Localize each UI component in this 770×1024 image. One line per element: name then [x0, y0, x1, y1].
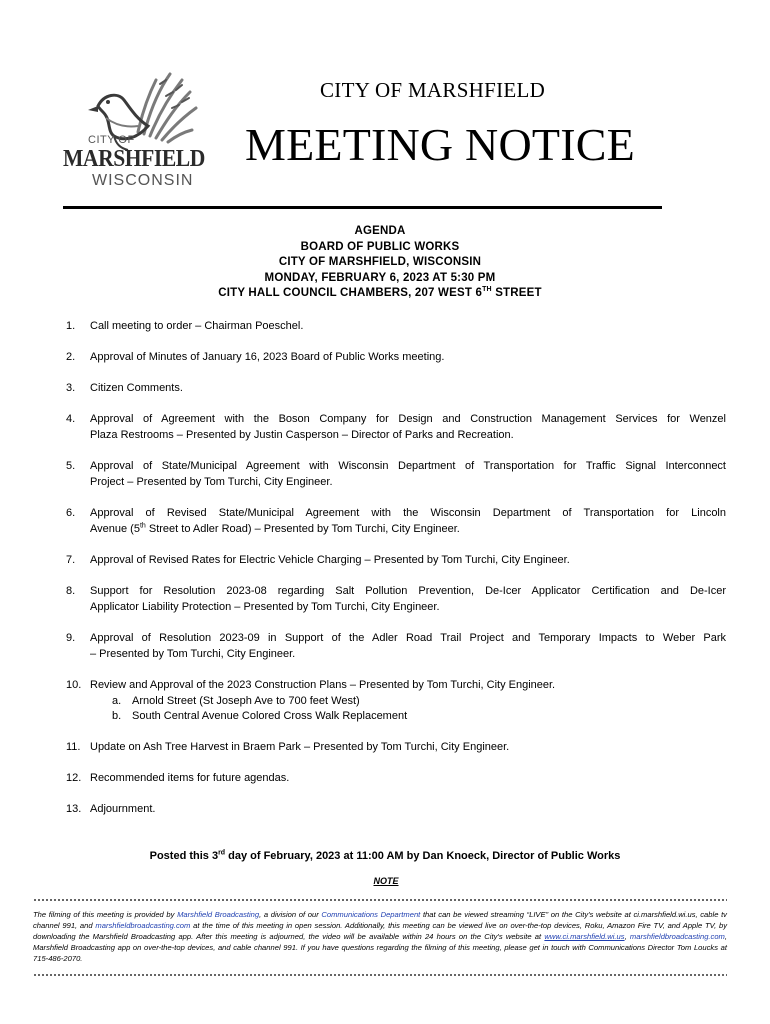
city-state: CITY OF MARSHFIELD, WISCONSIN [278, 256, 482, 268]
communications-department-link[interactable]: Communications Department [321, 910, 421, 919]
agenda-item-3: 3. Citizen Comments. [66, 382, 183, 394]
city-title: CITY OF MARSHFIELD [320, 78, 546, 102]
meeting-datetime: MONDAY, FEBRUARY 6, 2023 AT 5:30 PM [264, 271, 496, 284]
agenda-subitem-b: b. South Central Avenue Colored Cross Walk Replacement [112, 710, 408, 722]
broadcasting-site-link-2[interactable]: marshfieldbroadcasting.com [629, 932, 725, 941]
agenda-item-13: 13. Adjournment. [66, 803, 156, 815]
logo-wisconsin: WISCONSIN [92, 172, 194, 189]
agenda-item-7: 7. Approval of Revised Rates for Electric Vehicle Charging – Presented by Tom Turchi, City Engineer. [66, 554, 570, 566]
agenda-item-9: 9. Approval of Resolution 2023-09 in Support of the Adler Road Trail Project and Temporary Impacts to Weber Park – Presented by Tom Turchi, City Engineer. [66, 632, 726, 660]
agenda-item-2: 2. Approval of Minutes of January 16, 2023 Board of Public Works meeting. [66, 351, 445, 363]
city-website-link[interactable]: www.ci.marshfield.wi.us [544, 932, 625, 941]
meeting-location: CITY HALL COUNCIL CHAMBERS, 207 WEST 6TH STREET [218, 286, 542, 299]
agenda-item-10: 10. Review and Approval of the 2023 Construction Plans – Presented by Tom Turchi, City Engineer. a. Arnold Street (St Joseph Ave to 700 feet West) b. South Central Avenue Colored Cross Walk Replacement [66, 678, 726, 725]
dotted-divider-bottom [33, 974, 727, 976]
agenda-label: AGENDA [354, 225, 406, 237]
broadcasting-site-link[interactable]: marshfieldbroadcasting.com [95, 921, 191, 930]
logo-city-of: CITY OF [88, 134, 135, 146]
agenda-subitem-a: a. Arnold Street (St Joseph Ave to 700 feet West) [112, 694, 360, 707]
agenda-item-4: 4. Approval of Agreement with the Boson Company for Design and Construction Management Services for Wenzel Plaza Restrooms – Presented by Justin Casperson – Director of Parks and Recreation. [66, 413, 726, 441]
board-name: BOARD OF PUBLIC WORKS [300, 240, 460, 253]
meeting-notice-title: MEETING NOTICE [245, 119, 635, 170]
posted-notice: Posted this 3rd day of February, 2023 at 11:00 AM by Dan Knoeck, Director of Public Works [149, 849, 621, 862]
agenda-item-12: 12. Recommended items for future agendas. [66, 772, 290, 784]
logo-marshfield: MARSHFIELD [63, 146, 205, 172]
marshfield-broadcasting-link[interactable]: Marshfield Broadcasting [177, 910, 260, 919]
note-heading: NOTE [373, 876, 399, 886]
agenda-item-6: 6. Approval of Revised State/Municipal Agreement with the Wisconsin Department of Transportation for Lincoln Avenue (5th Street to Adler Road) – Presented by Tom Turchi, City Engineer. [66, 507, 726, 535]
agenda-header [0, 224, 770, 302]
agenda-item-11: 11. Update on Ash Tree Harvest in Braem Park – Presented by Tom Turchi, City Engineer. [66, 741, 510, 753]
agenda-item-5: 5. Approval of State/Municipal Agreement with Wisconsin Department of Transportation for Traffic Signal Interconnect Project – Presented by Tom Turchi, City Engineer. [66, 460, 726, 488]
filming-note: The filming of this meeting is provided by Marshfield Broadcasting, a division of our Communications Department that can be viewed streaming “LIVE” on the City's website at ci.marshfield.wi.us, cable tv channel 991, and marshfieldbroadcasting.com at the time of this meeting in open session. Additionally, this meeting can be viewed live on over-the-top devices, Roku, Amazon Fire TV, and Apple TV, by downloading the Marshfield Broadcasting app. After this meeting is adjourned, the video will be available within 24 hours on the City's website at www.ci.marshfield.wi.us, marshfieldbroadcasting.com, Marshfield Broadcasting app on over-the-top devices, and cable channel 991. If you have questions regarding the filming of this meeting, please get in touch with Communications Director Tom Loucks at 715-486-2070. [33, 910, 727, 963]
city-logo [58, 66, 228, 196]
header-divider [63, 206, 662, 209]
agenda-item-8: 8. Support for Resolution 2023-08 regarding Salt Pollution Prevention, De-Icer Applicator Certification and De-Icer Applicator Liability Protection – Presented by Tom Turchi, City Engineer. [66, 585, 726, 613]
dotted-divider-top [33, 899, 727, 901]
agenda-item-1: 1. Call meeting to order – Chairman Poeschel. [66, 320, 304, 332]
